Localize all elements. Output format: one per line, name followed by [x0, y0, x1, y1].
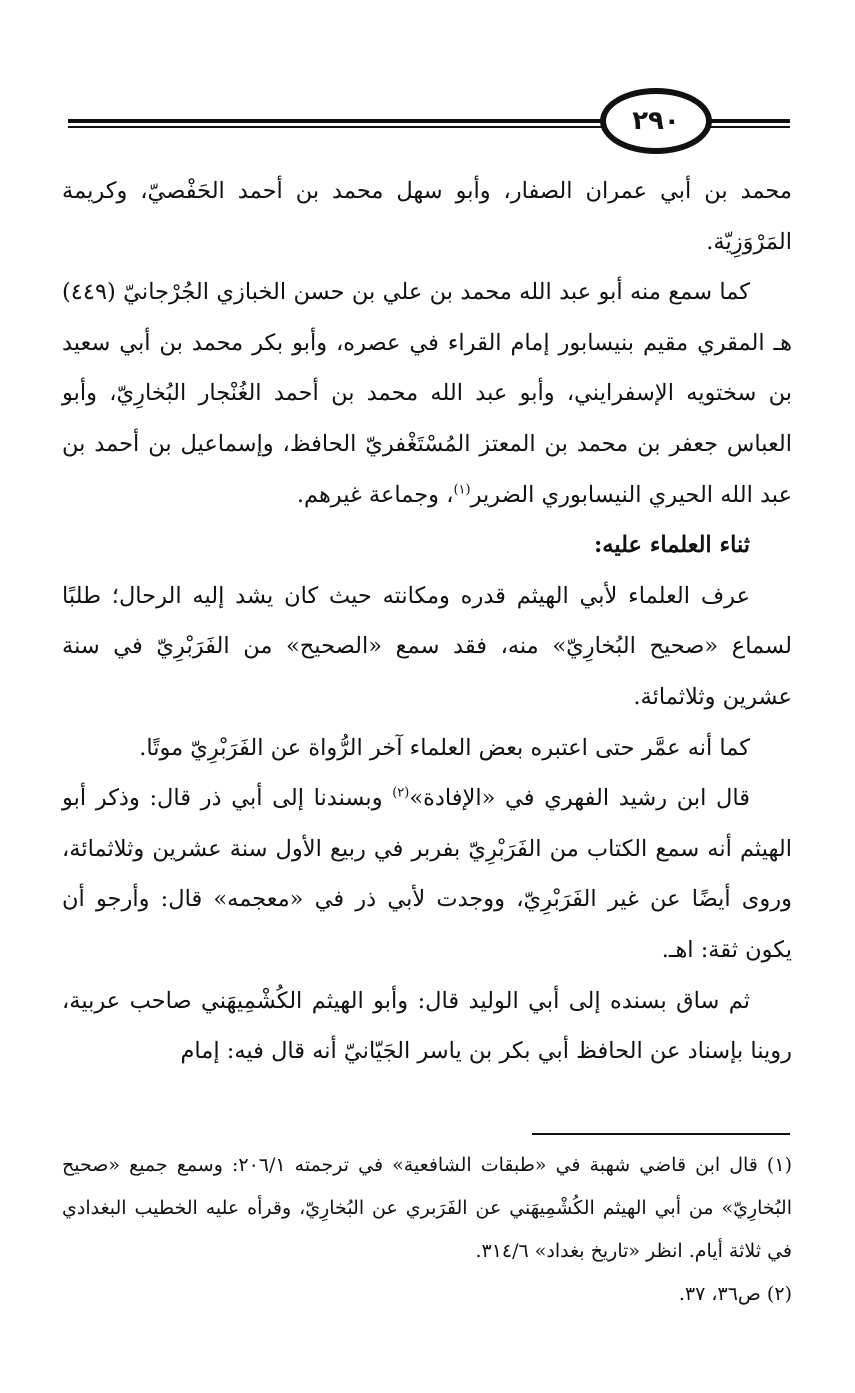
main-text [62, 166, 792, 1077]
paragraph-abu-al-walid: ثم ساق بسنده إلى أبي الوليد قال: وأبو الهيثم الكُشْمِيهَني صاحب عربية، روينا بإسناد عن الحافظ أبي بكر بن ياسر الجَيّانيّ أنه قال فيه: إمام [62, 987, 792, 1065]
paragraph-ibn-rushayd [62, 773, 792, 975]
paragraph-long-life: كما أنه عمَّر حتى اعتبره بعض العلماء آخر الرُّواة عن الفَرَبْرِيّ موتًا. [139, 734, 750, 761]
paragraph-reputation: عرف العلماء لأبي الهيثم قدره ومكانته حيث كان يشد إليه الرحال؛ طلبًا لسماع «صحيح البُخارِيّ» منه، فقد سمع «الصحيح» من الفَرَبْرِيّ في سنة عشرين وثلاثمائة. [62, 582, 792, 710]
paragraph-students-text: كما سمع منه أبو عبد الله محمد بن علي بن حسن الخبازي الجُرْجانيّ (٤٤٩) هـ المقري مقيم بنيسابور إمام القراء في عصره، وأبو بكر محمد بن أبي سعيد بن سختويه الإسفرايني، وأبو عبد الله محمد بن أحمد الغُنْجار البُخارِيّ، وأبو العباس جعفر بن محمد بن المعتز المُسْتَغْفريّ الحافظ، وإسماعيل بن أحمد بن عبد الله الحيري النيسابوري الضرير [62, 279, 792, 508]
footnotes [62, 1144, 792, 1316]
section-heading: ثناء العلماء عليه: [593, 532, 750, 559]
ibn-rushayd-text-end: وبسندنا إلى أبي ذر قال: وذكر أبو الهيثم أنه سمع الكتاب من الفَرَبْرِيّ بفربر في ربيع الأول سنة عشرين وثلاثمائة، وروى أيضًا عن غير الفَرَبْرِيّ، ووجدت لأبي ذر في «معجمه» قال: وأرجو أن يكون ثقة: اهـ. [62, 785, 792, 963]
footnote-ref-1[interactable]: (١) [453, 482, 471, 498]
ibn-rushayd-text-start: قال ابن رشيد الفهري في «الإفادة» [409, 785, 750, 812]
footnote-ref-2[interactable]: (٢) [392, 785, 410, 801]
footnote-separator [532, 1133, 790, 1135]
paragraph-students [62, 267, 792, 520]
paragraph-students-end: ، وجماعة غيرهم. [296, 481, 454, 508]
paragraph-continuation: محمد بن أبي عمران الصفار، وأبو سهل محمد بن أحمد الحَفْصيّ، وكريمة المَرْوَزِيّة. [62, 178, 792, 255]
footnote-2: (٢) ص٣٦، ٣٧. [678, 1283, 792, 1305]
page-number: ٢٩٠ [632, 106, 680, 136]
page-number-badge [600, 88, 712, 154]
footnote-1: (١) قال ابن قاضي شهبة في «طبقات الشافعية» في ترجمته ٢٠٦/١: وسمع جميع «صحيح البُخارِيّ» من أبي الهيثم الكُشْمِيهَني عن الفَرَبري عن البُخارِيّ، وقرأه عليه الخطيب البغدادي في ثلاثة أيام. انظر «تاريخ بغداد» ٣١٤/٦. [62, 1154, 792, 1262]
